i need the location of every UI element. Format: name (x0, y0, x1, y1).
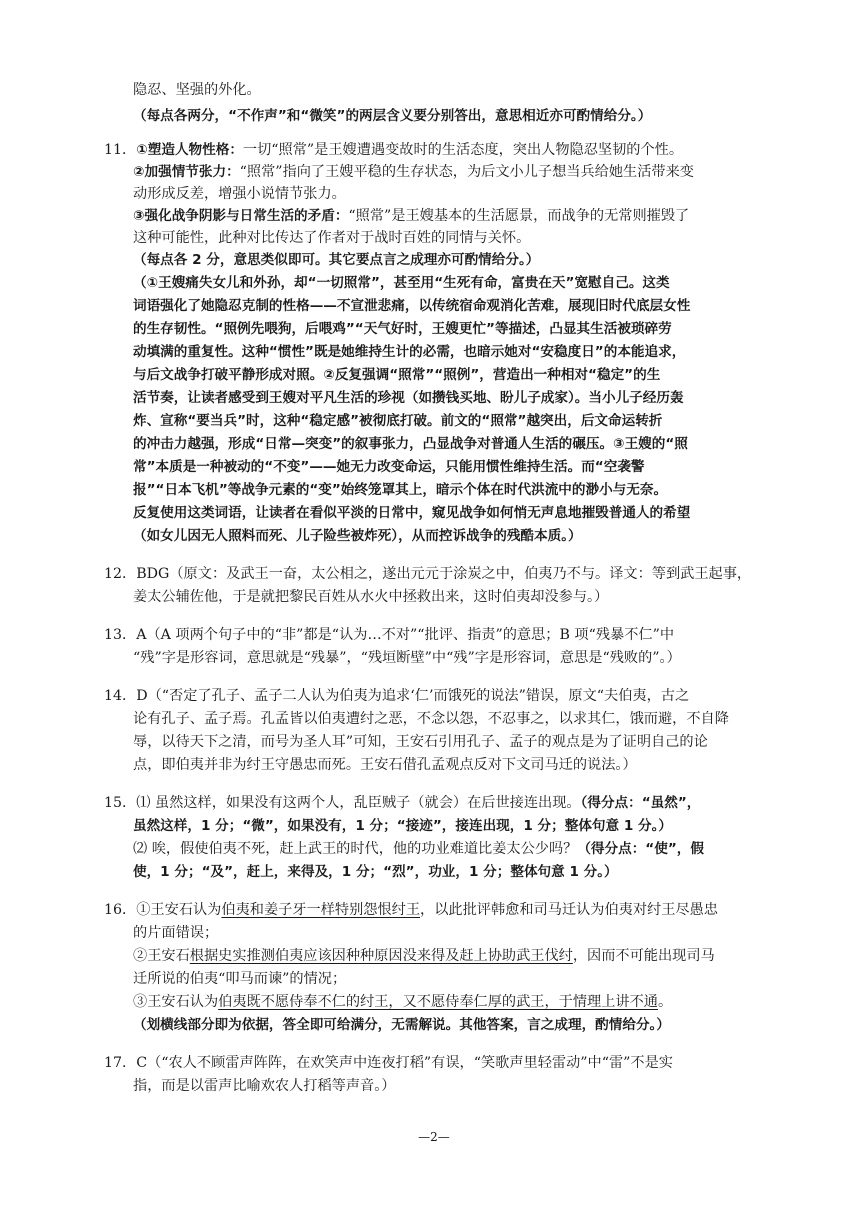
text-segment: 指，而是以雷声比喻欢农人打稻等声音。） (133, 1078, 396, 1094)
text-line (133, 480, 667, 500)
page-number: —2— (418, 1130, 450, 1144)
text-segment: ⑵ 唉，假使伯夷不死，赶上武王的时代，他的功业难道比姜太公少吗？ (133, 841, 578, 857)
text-line (133, 162, 694, 182)
text-line (133, 296, 690, 316)
underlined-text: 伯夷和姜子牙一样特别怨恨纣王 (221, 902, 421, 918)
bold-text: ①塑造人物性格： (136, 142, 243, 158)
bold-text: 报”“日本飞机”等战争元素的“变”始终笼罩其上，暗示个体在时代洪流中的渺小与无奈。 (133, 482, 668, 498)
text-segment: ，以此批评韩愈和司马迁认为伯夷对纣王尽愚忠 (420, 902, 718, 918)
text-segment: 隐忍、坚强的外化。 (133, 82, 261, 98)
bold-text: 的生存韧性。“照例先喂狗，后喂鸡”“天气好时，王嫂更忙”等描述，凸显其生活被琐碎劳 (133, 321, 672, 337)
text-segment: 论有孔子、孟子焉。孔孟皆以伯夷遭纣之恶，不念以怨，不忍事之，以求其仁，饿而避，不自降 (133, 711, 729, 727)
bold-text: 常”本质是一种被动的“不变”——她无力改变命运，只能用惯性维持生活。而“空袭警 (133, 459, 645, 475)
text-line (133, 732, 708, 752)
bold-text: 与后文战争打破平静形成对照。②反复强调“照常”“照例”，营造出一种相对“稳定”的生 (133, 367, 661, 383)
text-line (133, 1015, 670, 1035)
text-line (133, 388, 684, 408)
bold-text: ③强化战争阴影与日常生活的矛盾： (133, 208, 349, 224)
text-segment: ③王安石认为 (133, 994, 219, 1010)
text-line (133, 434, 688, 454)
text-line (133, 992, 672, 1012)
text-segment: 14．D（“否定了孔子、孟子二人认为伯夷为追求‘仁’而饿死的说法”错误，原文“夫伯夷，古之 (104, 688, 690, 704)
bold-text: （如女儿因无人照料而死、儿子险些被炸死），从而控诉战争的残酷本质。） (133, 528, 582, 544)
text-segment: 13．A（A 项两个句子中的“非”都是“认为…不对”“批评、指责”的意思；B 项“残暴不仁”中 (104, 627, 675, 643)
text-line (133, 816, 672, 836)
bold-text: 使，1 分；“及”，赶上，来得及，1 分；“烈”，功业，1 分；整体句意 1 分。） (133, 864, 618, 880)
text-segment: 动形成反差，增强小说情节张力。 (133, 186, 346, 202)
text-line (133, 184, 346, 204)
bold-text: （每点各 2 分，意思类似即可。其它要点言之成理亦可酌情给分。） (133, 252, 540, 268)
text-line (104, 564, 751, 584)
text-line (133, 755, 637, 775)
text-line (133, 365, 660, 385)
bold-text: （划横线部分即为依据，答全即可给满分，无需解说。其他答案，言之成理，酌情给分。） (133, 1017, 670, 1033)
text-line (133, 648, 681, 668)
text-segment: 一切“照常”是王嫂遭遇变故时的生活态度，突出人物隐忍坚韧的个性。 (242, 142, 684, 158)
text-segment: 辱，以待天下之清，而号为圣人耳”可知，王安石引用孔子、孟子的观点是为了证明自己的论 (133, 734, 708, 750)
text-segment: “残”字是形容词，意思就是“残暴”，“残垣断壁”中“残”字是形容词，意思是“残败的”。） (133, 650, 681, 666)
text-line (133, 457, 645, 477)
text-line (104, 625, 674, 645)
text-line (133, 273, 670, 293)
text-line (133, 206, 689, 226)
text-line (133, 969, 346, 989)
text-segment: 17．C（“农人不顾雷声阵阵，在欢笑声中连夜打稻”有误，“笑歌声里轻雷动”中“雷”不是实 (104, 1055, 673, 1071)
text-segment: 迁所说的伯夷“叩马而谏”的情况； (133, 971, 347, 987)
text-segment: 的片面错误； (133, 925, 219, 941)
bold-text: 活节奏，让读者感受到王嫂对平凡生活的珍视（如攒钱买地、盼儿子成家）。当小儿子经历轰 (133, 390, 684, 406)
text-line (104, 140, 683, 160)
text-line (104, 900, 718, 920)
text-line (133, 709, 729, 729)
text-segment: 11． (104, 142, 137, 158)
bold-text: 炸、宣称“要当兵”时，这种“稳定感”被彻底打破。前文的“照常”越突出，后文命运转折 (133, 413, 663, 429)
bold-text: （得分点：“使”，假 (577, 841, 704, 857)
text-line (133, 1076, 395, 1096)
text-line (133, 250, 539, 270)
text-line (104, 1053, 673, 1073)
text-line (133, 526, 582, 546)
bold-text: 的冲击力越强，形成“日常—突变”的叙事张力，凸显战争对普通人生活的碾压。③王嫂的“照 (133, 436, 688, 452)
bold-text: （得分点：“虽然”， (580, 795, 701, 811)
text-line (133, 80, 261, 100)
text-segment: 姜太公辅佐他，于是就把黎民百姓从水火中拯救出来，这时伯夷却没参与。） (133, 589, 609, 605)
bold-text: 虽然这样，1 分；“微”，如果没有，1 分；“接迹”，接连出现，1 分；整体句意 1 分。） (133, 818, 673, 834)
text-segment: 15．⑴ 虽然这样，如果没有这两个人，乱臣贼子（就会）在后世接连出现。 (104, 795, 581, 811)
bold-text: 词语强化了她隐忍克制的性格——不宣泄悲痛，以传统宿命观消化苦难，展现旧时代底层女性 (133, 298, 691, 314)
underlined-text: 伯夷既不愿侍奉不仁的纣王，又不愿侍奉仁厚的武王，于情理上讲不通 (218, 994, 658, 1010)
text-line (133, 319, 672, 339)
text-line (133, 923, 218, 943)
underlined-text: 根据史实推测伯夷应该因种种原因没来得及赶上协助武王伐纣 (189, 948, 573, 964)
text-line (133, 503, 690, 523)
text-segment: ②王安石 (133, 948, 190, 964)
bold-text: （每点各两分，“不作声”和“微笑”的两层含义要分别答出，意思相近亦可酌情给分。） (133, 108, 652, 124)
text-line (133, 946, 715, 966)
text-segment: ，因而不可能出现司马 (572, 948, 715, 964)
text-line (133, 862, 618, 882)
text-line (104, 793, 700, 813)
text-segment: 16．①王安石认为 (104, 902, 222, 918)
text-line (133, 839, 704, 859)
text-segment: 12．BDG（原文：及武王一奋，太公相之，遂出元元于涂炭之中，伯夷乃不与。译文：等到武王起事， (104, 566, 752, 582)
text-segment: “照常”指向了王嫂平稳的生存状态，为后文小儿子想当兵给她生活带来变 (239, 164, 694, 180)
text-line (133, 342, 685, 362)
bold-text: ②加强情节张力： (133, 164, 240, 180)
text-segment: 。 (657, 994, 673, 1010)
bold-text: （①王嫂痛失女儿和外孙，却“一切照常”，甚至用“生死有命，富贵在天”宽慰自己。这类 (133, 275, 670, 291)
text-segment: “照常”是王嫂基本的生活愿景，而战争的无常则摧毁了 (348, 208, 690, 224)
bold-text: 动填满的重复性。这种“惯性”既是她维持生计的必需，也暗示她对“安稳度日”的本能追求， (133, 344, 686, 360)
text-line (133, 587, 608, 607)
text-segment: 这种可能性，此种对比传达了作者对于战时百姓的同情与关怀。 (133, 230, 531, 246)
text-segment: 点，即伯夷并非为纣王守愚忠而死。王安石借孔孟观点反对下文司马迁的说法。） (133, 757, 637, 773)
text-line (133, 411, 662, 431)
bold-text: 反复使用这类词语，让读者在看似平淡的日常中，窥见战争如何悄无声息地摧毁普通人的希望 (133, 505, 691, 521)
text-line (104, 686, 689, 706)
text-line (133, 106, 651, 126)
text-line (133, 228, 530, 248)
